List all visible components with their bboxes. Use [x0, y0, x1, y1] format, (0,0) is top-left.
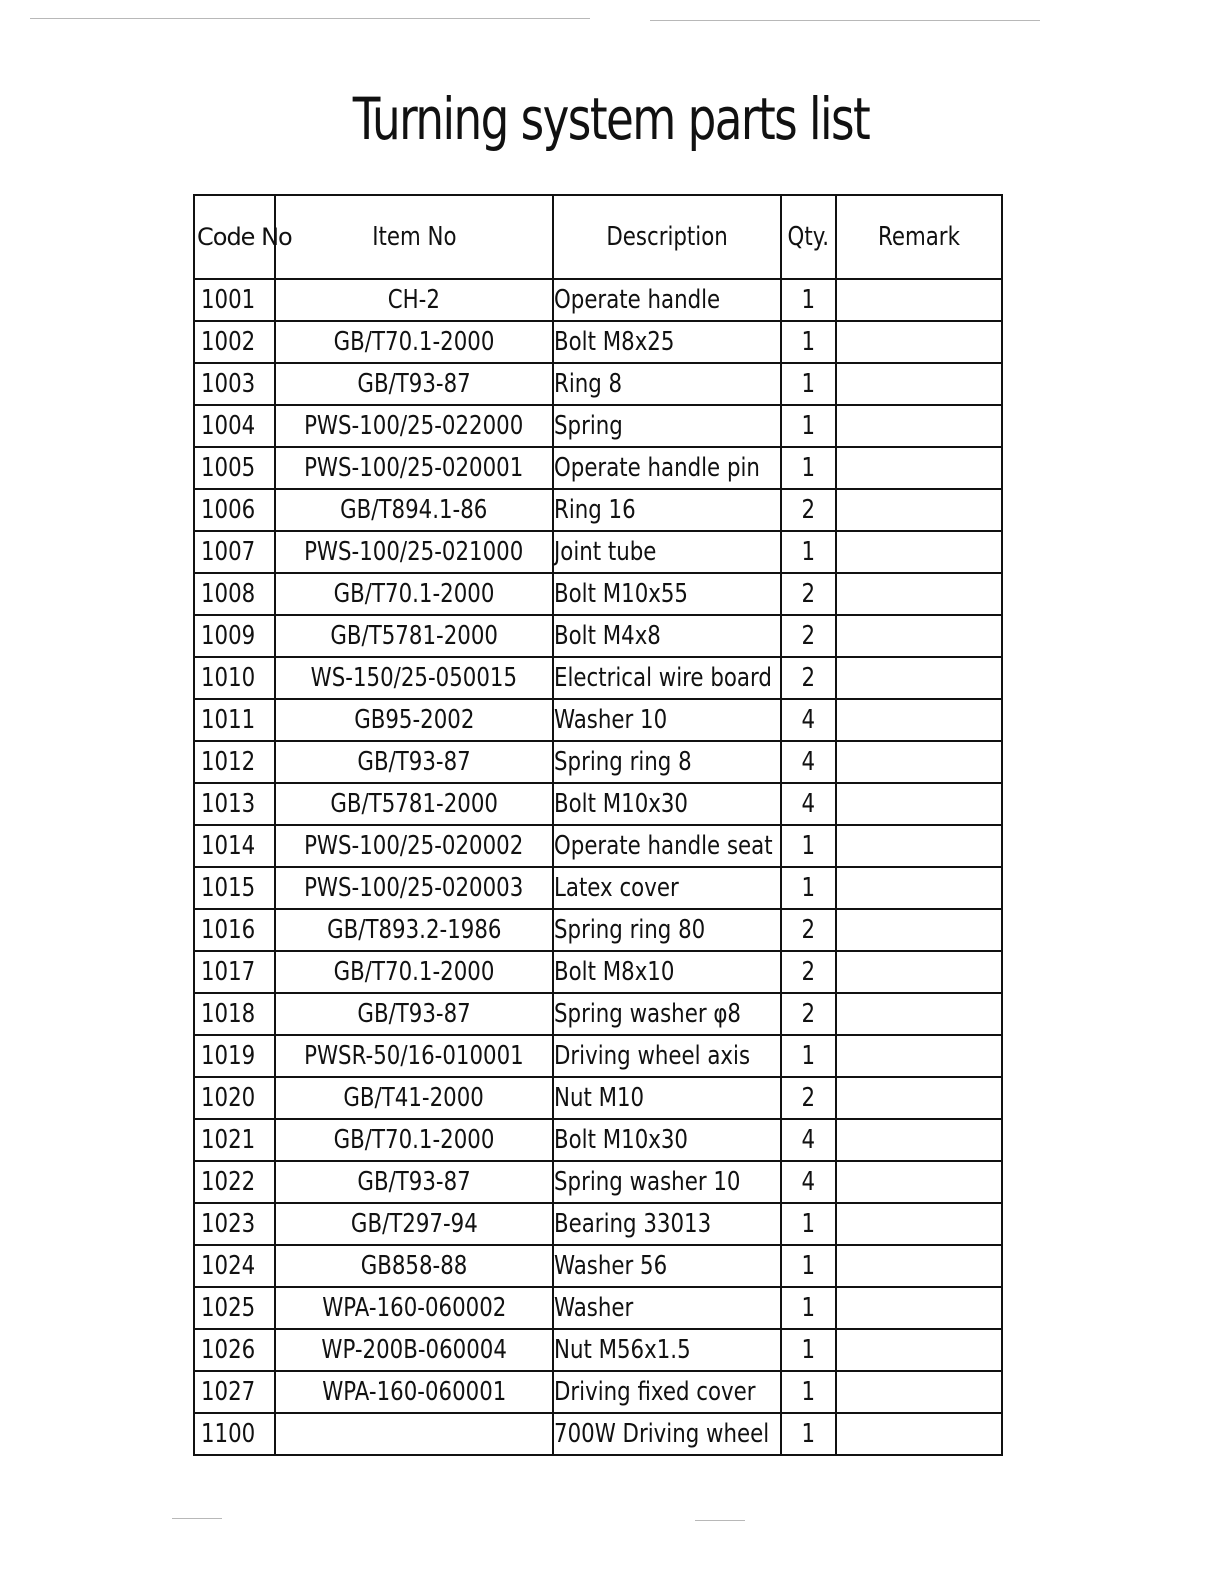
item-no-cell: GB/T5781-2000: [275, 615, 553, 657]
item-no-cell: GB/T93-87: [275, 363, 553, 405]
item-no-cell: GB/T70.1-2000: [275, 1119, 553, 1161]
remark-cell: [836, 1329, 1002, 1371]
table-row: [194, 1329, 1002, 1371]
qty-cell: 1: [781, 405, 836, 447]
remark-cell: [836, 1245, 1002, 1287]
remark-cell: [836, 1287, 1002, 1329]
description-cell: Driving fixed cover: [553, 1371, 781, 1413]
qty-cell: 1: [781, 363, 836, 405]
remark-cell: [836, 741, 1002, 783]
description-cell: Bearing 33013: [553, 1203, 781, 1245]
table-row: [194, 1245, 1002, 1287]
description-cell: Bolt M10x55: [553, 573, 781, 615]
remark-cell: [836, 657, 1002, 699]
code-no-cell: 1025: [194, 1287, 275, 1329]
column-header-remark: Remark: [836, 195, 1002, 279]
remark-cell: [836, 363, 1002, 405]
code-no-cell: 1009: [194, 615, 275, 657]
qty-cell: 2: [781, 951, 836, 993]
table-row: [194, 1413, 1002, 1455]
remark-cell: [836, 951, 1002, 993]
table-row: [194, 573, 1002, 615]
code-no-cell: 1001: [194, 279, 275, 321]
code-no-cell: 1024: [194, 1245, 275, 1287]
description-cell: Spring washer 10: [553, 1161, 781, 1203]
qty-cell: 2: [781, 573, 836, 615]
table-row: [194, 615, 1002, 657]
qty-cell: 4: [781, 1161, 836, 1203]
table-row: [194, 741, 1002, 783]
table-row: [194, 279, 1002, 321]
item-no-cell: PWS-100/25-020002: [275, 825, 553, 867]
table-row: [194, 1161, 1002, 1203]
remark-cell: [836, 1035, 1002, 1077]
item-no-cell: PWS-100/25-021000: [275, 531, 553, 573]
qty-cell: 2: [781, 1077, 836, 1119]
description-cell: Operate handle: [553, 279, 781, 321]
qty-cell: 1: [781, 1245, 836, 1287]
qty-cell: 4: [781, 783, 836, 825]
code-no-cell: 1011: [194, 699, 275, 741]
table-row: [194, 1287, 1002, 1329]
description-cell: Bolt M8x25: [553, 321, 781, 363]
code-no-cell: 1003: [194, 363, 275, 405]
description-cell: Bolt M8x10: [553, 951, 781, 993]
code-no-cell: 1023: [194, 1203, 275, 1245]
description-cell: Driving wheel axis: [553, 1035, 781, 1077]
table-row: [194, 531, 1002, 573]
qty-cell: 1: [781, 279, 836, 321]
qty-cell: 2: [781, 909, 836, 951]
qty-cell: 1: [781, 1371, 836, 1413]
table-row: [194, 699, 1002, 741]
qty-cell: 1: [781, 1329, 836, 1371]
item-no-cell: GB/T70.1-2000: [275, 573, 553, 615]
item-no-cell: GB/T93-87: [275, 993, 553, 1035]
qty-cell: 1: [781, 1203, 836, 1245]
description-cell: Ring 16: [553, 489, 781, 531]
table-row: [194, 993, 1002, 1035]
item-no-cell: GB858-88: [275, 1245, 553, 1287]
description-cell: Spring ring 8: [553, 741, 781, 783]
table-row: [194, 951, 1002, 993]
qty-cell: 2: [781, 993, 836, 1035]
item-no-cell: GB/T93-87: [275, 1161, 553, 1203]
code-no-cell: 1008: [194, 573, 275, 615]
qty-cell: 2: [781, 657, 836, 699]
table-row: [194, 1119, 1002, 1161]
description-cell: Bolt M10x30: [553, 1119, 781, 1161]
code-no-cell: 1027: [194, 1371, 275, 1413]
item-no-cell: PWS-100/25-020001: [275, 447, 553, 489]
code-no-cell: 1005: [194, 447, 275, 489]
code-no-cell: 1007: [194, 531, 275, 573]
qty-cell: 1: [781, 1287, 836, 1329]
item-no-cell: GB95-2002: [275, 699, 553, 741]
description-cell: Spring: [553, 405, 781, 447]
item-no-cell: GB/T70.1-2000: [275, 951, 553, 993]
item-no-cell: GB/T5781-2000: [275, 783, 553, 825]
qty-cell: 1: [781, 1413, 836, 1455]
parts-table-body: [194, 279, 1002, 1455]
description-cell: Latex cover: [553, 867, 781, 909]
code-no-cell: 1026: [194, 1329, 275, 1371]
code-no-cell: 1013: [194, 783, 275, 825]
table-row: [194, 1077, 1002, 1119]
code-no-cell: 1012: [194, 741, 275, 783]
table-row: [194, 909, 1002, 951]
table-row: [194, 1371, 1002, 1413]
remark-cell: [836, 993, 1002, 1035]
remark-cell: [836, 909, 1002, 951]
item-no-cell: WPA-160-060001: [275, 1371, 553, 1413]
item-no-cell: GB/T297-94: [275, 1203, 553, 1245]
remark-cell: [836, 405, 1002, 447]
description-cell: Spring washer φ8: [553, 993, 781, 1035]
table-row: [194, 405, 1002, 447]
qty-cell: 1: [781, 867, 836, 909]
description-cell: Spring ring 80: [553, 909, 781, 951]
item-no-cell: GB/T93-87: [275, 741, 553, 783]
code-no-cell: 1020: [194, 1077, 275, 1119]
qty-cell: 4: [781, 1119, 836, 1161]
qty-cell: 2: [781, 615, 836, 657]
description-cell: Operate handle seat: [553, 825, 781, 867]
code-no-cell: 1022: [194, 1161, 275, 1203]
column-header-item-no: Item No: [275, 195, 553, 279]
qty-cell: 1: [781, 447, 836, 489]
column-header-qty: Qty.: [781, 195, 836, 279]
description-cell: 700W Driving wheel: [553, 1413, 781, 1455]
table-row: [194, 783, 1002, 825]
qty-cell: 4: [781, 699, 836, 741]
code-no-cell: 1100: [194, 1413, 275, 1455]
remark-cell: [836, 867, 1002, 909]
scan-artifact-top-right: [650, 20, 1040, 21]
description-cell: Bolt M10x30: [553, 783, 781, 825]
remark-cell: [836, 825, 1002, 867]
description-cell: Nut M56x1.5: [553, 1329, 781, 1371]
item-no-cell: [275, 1413, 553, 1455]
remark-cell: [836, 279, 1002, 321]
column-header-code-no: Code No: [194, 195, 275, 279]
description-cell: Electrical wire board: [553, 657, 781, 699]
description-cell: Joint tube: [553, 531, 781, 573]
remark-cell: [836, 1077, 1002, 1119]
remark-cell: [836, 531, 1002, 573]
remark-cell: [836, 783, 1002, 825]
page-title: Turning system parts list: [352, 85, 870, 153]
item-no-cell: PWSR-50/16-010001: [275, 1035, 553, 1077]
remark-cell: [836, 321, 1002, 363]
table-row: [194, 321, 1002, 363]
table-row: [194, 447, 1002, 489]
item-no-cell: WS-150/25-050015: [275, 657, 553, 699]
code-no-cell: 1018: [194, 993, 275, 1035]
code-no-cell: 1002: [194, 321, 275, 363]
table-header-row: [194, 195, 1002, 279]
qty-cell: 1: [781, 1035, 836, 1077]
remark-cell: [836, 1119, 1002, 1161]
scan-artifact-bottom-left: [172, 1518, 222, 1519]
table-row: [194, 363, 1002, 405]
remark-cell: [836, 699, 1002, 741]
table-row: [194, 657, 1002, 699]
code-no-cell: 1021: [194, 1119, 275, 1161]
code-no-cell: 1006: [194, 489, 275, 531]
table-row: [194, 489, 1002, 531]
item-no-cell: GB/T41-2000: [275, 1077, 553, 1119]
code-no-cell: 1019: [194, 1035, 275, 1077]
code-no-cell: 1017: [194, 951, 275, 993]
code-no-cell: 1016: [194, 909, 275, 951]
qty-cell: 1: [781, 321, 836, 363]
remark-cell: [836, 1371, 1002, 1413]
parts-table: [193, 194, 1003, 1456]
item-no-cell: GB/T70.1-2000: [275, 321, 553, 363]
table-row: [194, 825, 1002, 867]
item-no-cell: WPA-160-060002: [275, 1287, 553, 1329]
code-no-cell: 1014: [194, 825, 275, 867]
code-no-cell: 1004: [194, 405, 275, 447]
column-header-description: Description: [553, 195, 781, 279]
remark-cell: [836, 1161, 1002, 1203]
item-no-cell: PWS-100/25-020003: [275, 867, 553, 909]
item-no-cell: CH-2: [275, 279, 553, 321]
remark-cell: [836, 1203, 1002, 1245]
description-cell: Bolt M4x8: [553, 615, 781, 657]
item-no-cell: PWS-100/25-022000: [275, 405, 553, 447]
qty-cell: 1: [781, 825, 836, 867]
description-cell: Washer: [553, 1287, 781, 1329]
item-no-cell: WP-200B-060004: [275, 1329, 553, 1371]
description-cell: Ring 8: [553, 363, 781, 405]
qty-cell: 4: [781, 741, 836, 783]
description-cell: Washer 10: [553, 699, 781, 741]
code-no-cell: 1015: [194, 867, 275, 909]
description-cell: Washer 56: [553, 1245, 781, 1287]
table-row: [194, 1203, 1002, 1245]
code-no-cell: 1010: [194, 657, 275, 699]
qty-cell: 1: [781, 531, 836, 573]
remark-cell: [836, 1413, 1002, 1455]
description-cell: Operate handle pin: [553, 447, 781, 489]
remark-cell: [836, 447, 1002, 489]
item-no-cell: GB/T894.1-86: [275, 489, 553, 531]
table-row: [194, 1035, 1002, 1077]
remark-cell: [836, 573, 1002, 615]
remark-cell: [836, 489, 1002, 531]
scan-artifact-top-left: [30, 18, 590, 19]
qty-cell: 2: [781, 489, 836, 531]
item-no-cell: GB/T893.2-1986: [275, 909, 553, 951]
remark-cell: [836, 615, 1002, 657]
table-row: [194, 867, 1002, 909]
description-cell: Nut M10: [553, 1077, 781, 1119]
scan-artifact-bottom-mid: [695, 1520, 745, 1521]
